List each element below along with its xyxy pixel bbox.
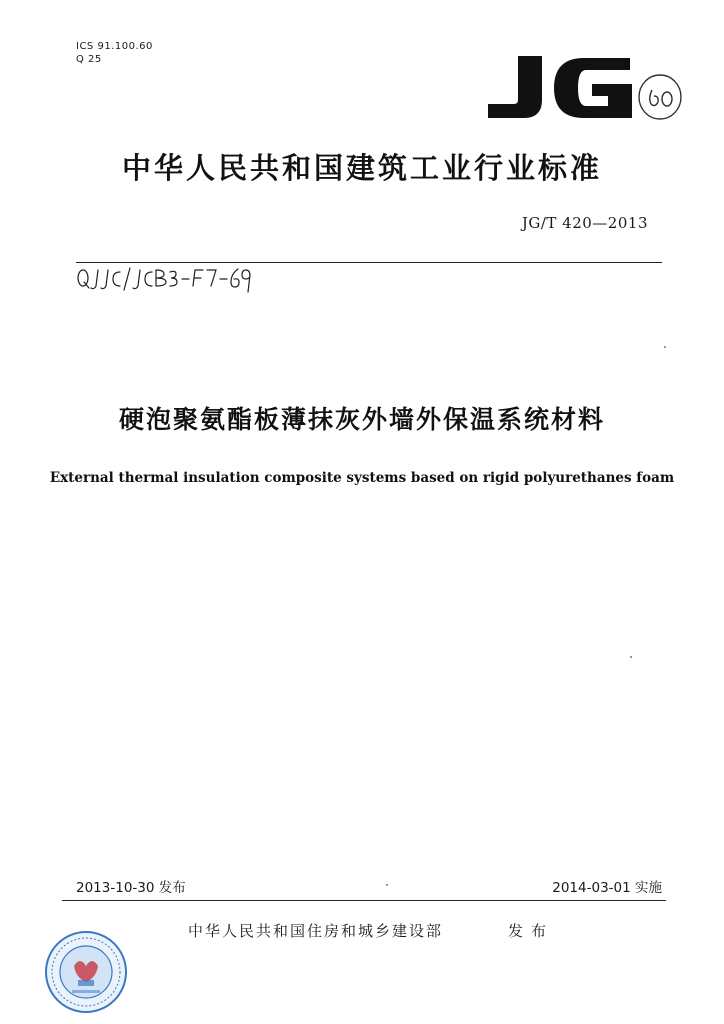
ccs-code: Q 25 (76, 54, 102, 65)
issue-date: 2013-10-30 发布 (76, 880, 186, 896)
handwritten-code (76, 264, 256, 300)
classification-codes (76, 40, 153, 66)
scan-speck (630, 656, 632, 658)
standard-number: JG/T 420—2013 (521, 214, 648, 232)
standard-title: 中华人民共和国建筑工业行业标准 (121, 151, 602, 185)
scan-speck (664, 346, 666, 348)
publish-label: 发布 (508, 922, 555, 940)
implementation-date: 2014-03-01 实施 (552, 880, 662, 896)
footer-divider (62, 900, 666, 901)
header-divider (76, 262, 662, 263)
publisher: 中华人民共和国住房和城乡建设部 (188, 922, 444, 940)
jg-logo-icon (480, 54, 640, 120)
jg-logo (480, 54, 640, 120)
document-title-cn: 硬泡聚氨酯板薄抹灰外墙外保温系统材料 (118, 405, 605, 434)
document-title-en: External thermal insulation composite systems based on rigid polyurethanes foam (49, 470, 675, 486)
circular-seal-icon (44, 930, 128, 1014)
handwritten-circle-mark (636, 72, 684, 122)
scan-speck (386, 884, 388, 886)
ics-code: ICS 91.100.60 (76, 41, 153, 52)
